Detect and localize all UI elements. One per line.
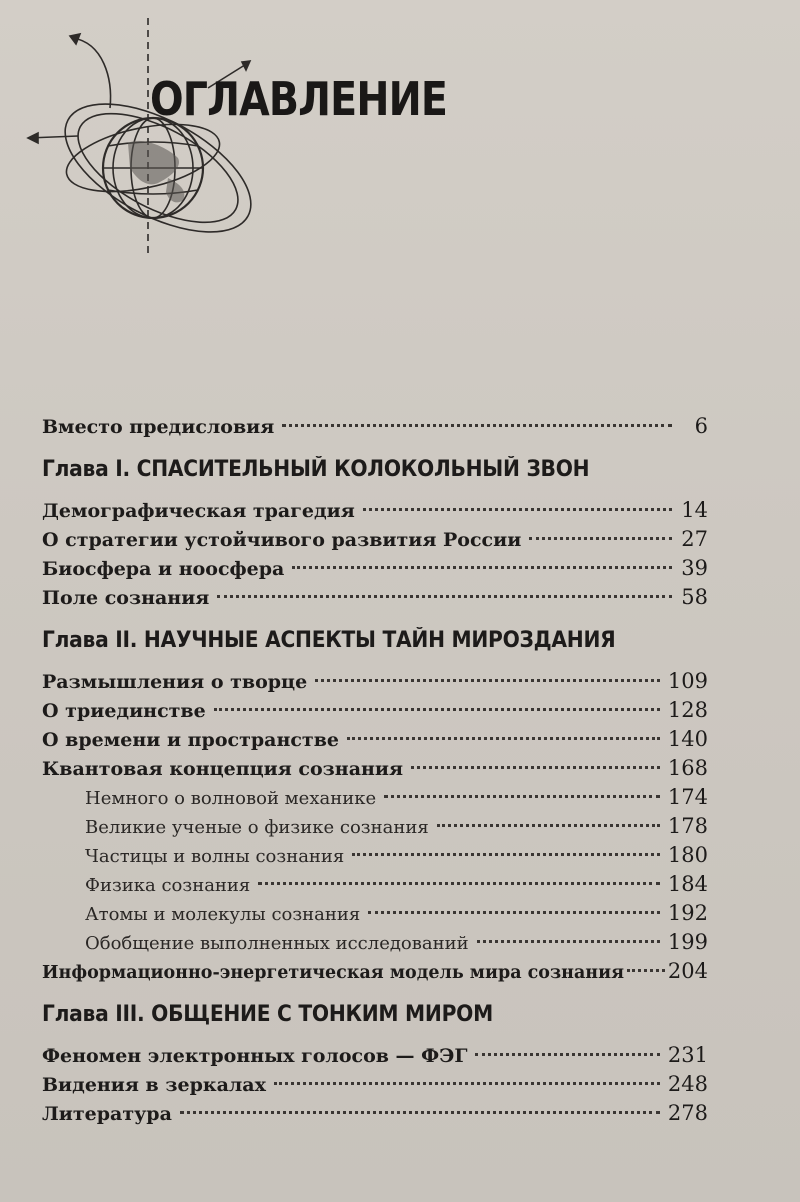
toc-page-number: 109 — [667, 669, 708, 693]
toc-entry-label: Информационно-энергетическая модель мира сознания — [42, 963, 625, 983]
toc-entry-label: Видения в зеркалах — [42, 1074, 266, 1096]
toc-entry — [42, 1041, 708, 1070]
toc-entry-label: Феномен электронных голосов — ФЭГ — [42, 1045, 468, 1067]
toc-page-number: 58 — [681, 585, 708, 609]
toc-subentry — [42, 841, 708, 870]
toc-page-number: 168 — [667, 756, 708, 780]
toc-entry — [42, 583, 708, 612]
toc-entry — [42, 1099, 708, 1128]
dot-leader — [437, 824, 660, 827]
dot-leader — [411, 766, 660, 769]
chapter-title: Глава III. ОБЩЕНИЕ С ТОНКИМ МИРОМ — [42, 1002, 493, 1027]
chapter-heading — [42, 997, 708, 1033]
dot-leader — [475, 1053, 659, 1056]
toc-page-number: 199 — [667, 930, 708, 954]
toc-subentry — [42, 870, 708, 899]
toc-subentry-label: Великие ученые о физике сознания — [85, 817, 429, 838]
toc-page-number: 231 — [667, 1043, 708, 1067]
toc-entry — [42, 496, 708, 525]
dot-leader — [274, 1082, 660, 1085]
toc-subentry-label: Обобщение выполненных исследований — [85, 933, 469, 954]
dot-leader — [352, 853, 660, 856]
dot-leader — [363, 508, 672, 511]
chapter-heading — [42, 623, 708, 659]
toc-page-number: 128 — [667, 698, 708, 722]
toc-entry — [42, 696, 708, 725]
toc-entry-label: Биосфера и ноосфера — [42, 558, 285, 580]
toc-page-number: 178 — [667, 814, 708, 838]
toc-entry-label: О стратегии устойчивого развития России — [42, 529, 522, 551]
toc-entry-label: Поле сознания — [42, 587, 210, 609]
toc-page-number: 140 — [667, 727, 708, 751]
dot-leader — [529, 537, 672, 540]
toc-subentry-label: Немного о волновой механике — [85, 788, 377, 809]
toc-page-number: 192 — [667, 901, 708, 925]
dot-leader — [477, 940, 660, 943]
page-title: ОГЛАВЛЕНИЕ — [150, 72, 447, 126]
toc-entry — [42, 554, 708, 583]
toc-entry — [42, 667, 708, 696]
dot-leader — [384, 795, 660, 798]
toc-page-number: 184 — [667, 872, 708, 896]
toc-subentry-label: Физика сознания — [85, 875, 251, 896]
toc-page-number: 180 — [667, 843, 708, 867]
toc-entry — [42, 725, 708, 754]
toc-subentry-label: Атомы и молекулы сознания — [85, 904, 361, 925]
dot-leader — [368, 911, 660, 914]
toc-subentry-label: Частицы и волны сознания — [85, 846, 345, 867]
toc-subentry — [42, 928, 708, 957]
toc-page-number: 27 — [681, 527, 708, 551]
dot-leader — [282, 424, 672, 427]
toc-entry-label: Размышления о творце — [42, 671, 308, 693]
toc-entry-label: О триединстве — [42, 700, 206, 722]
chapter-heading — [42, 452, 708, 488]
table-of-contents — [42, 412, 708, 1128]
toc-entry-label: Квантовая концепция сознания — [42, 758, 404, 780]
toc-page-number: 248 — [667, 1072, 708, 1096]
toc-subentry — [42, 783, 708, 812]
toc-page-number: 14 — [681, 498, 708, 522]
globe-orbits-icon — [18, 18, 258, 258]
toc-page-number: 6 — [694, 414, 708, 438]
chapter-title: Глава II. НАУЧНЫЕ АСПЕКТЫ ТАЙН МИРОЗДАНИЯ — [42, 628, 616, 653]
dot-leader — [217, 595, 672, 598]
toc-entry-label: О времени и пространстве — [42, 729, 339, 751]
toc-page-number: 174 — [667, 785, 708, 809]
dot-leader — [214, 708, 660, 711]
toc-entry — [42, 525, 708, 554]
dot-leader — [627, 969, 665, 972]
dot-leader — [292, 566, 672, 569]
chapter-title: Глава I. СПАСИТЕЛЬНЫЙ КОЛОКОЛЬНЫЙ ЗВОН — [42, 457, 590, 482]
toc-page-number: 204 — [667, 959, 708, 983]
dot-leader — [180, 1111, 660, 1114]
toc-entry — [42, 957, 708, 986]
toc-entry — [42, 1070, 708, 1099]
toc-subentry — [42, 899, 708, 928]
toc-page-number: 278 — [667, 1101, 708, 1125]
toc-entry-label: Вместо предисловия — [42, 416, 275, 438]
dot-leader — [258, 882, 660, 885]
dot-leader — [315, 679, 660, 682]
toc-entry — [42, 754, 708, 783]
toc-page-number: 39 — [681, 556, 708, 580]
dot-leader — [347, 737, 660, 740]
toc-entry-label: Литература — [42, 1103, 172, 1125]
toc-entry-label: Демографическая трагедия — [42, 500, 355, 522]
toc-entry — [42, 412, 708, 441]
toc-subentry — [42, 812, 708, 841]
